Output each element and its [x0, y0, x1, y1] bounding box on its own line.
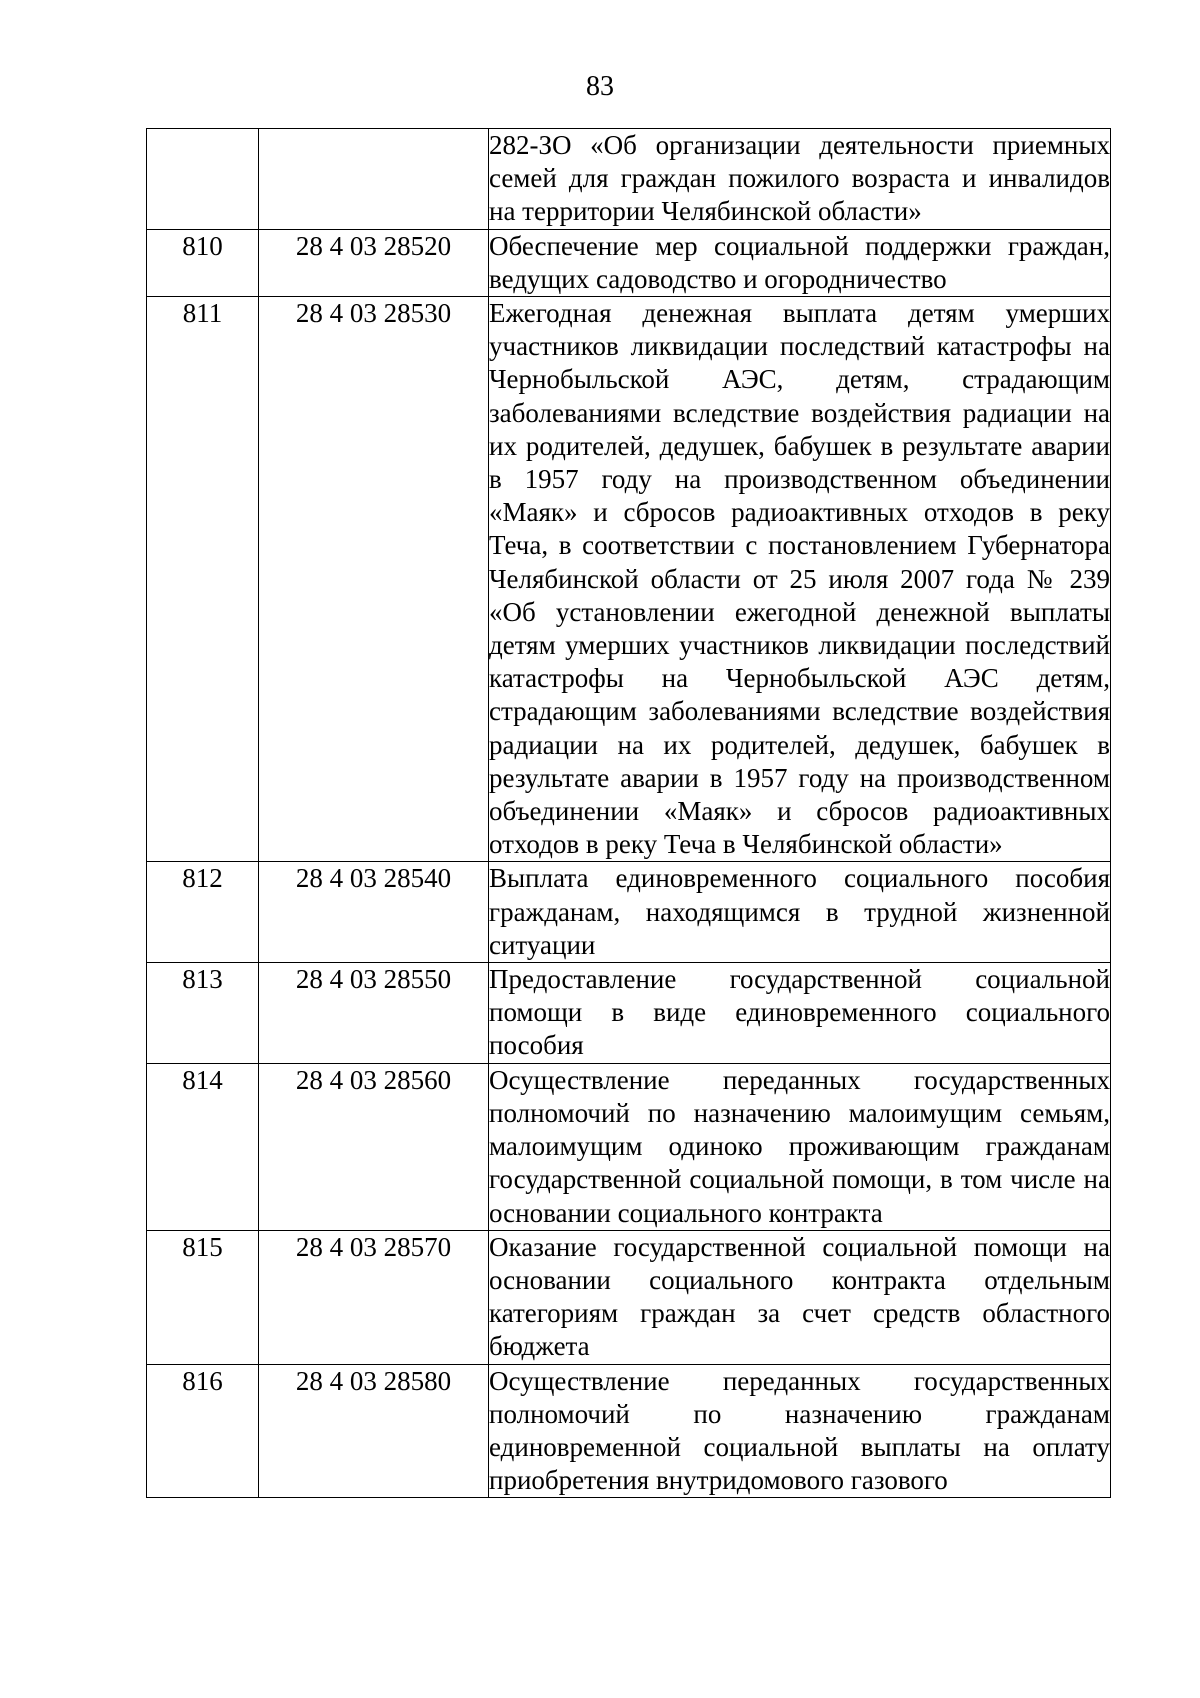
row-code: 28 4 03 28560	[259, 1063, 489, 1230]
budget-classification-table	[146, 128, 1111, 1498]
row-number: 815	[147, 1230, 259, 1364]
row-description: Выплата единовременного социального пособия гражданам, находящимся в трудной жизненной ситуации	[489, 862, 1111, 963]
row-code: 28 4 03 28550	[259, 963, 489, 1064]
table-row	[147, 297, 1111, 862]
row-description: Ежегодная денежная выплата детям умерших участников ликвидации последствий катастрофы на Чернобыльской АЭС, детям, страдающим заболеваниями вследствие воздействия радиации на их родителей, дедушек, бабушек в результате аварии в 1957 году на производственном объединении «Маяк» и сбросов радиоактивных отходов в реку Теча, в соответствии с постановлением Губернатора Челябинской области от 25 июля 2007 года № 239 «Об установлении ежегодной денежной выплаты детям умерших участников ликвидации последствий катастрофы на Чернобыльской АЭС детям, страдающим заболеваниями вследствие воздействия радиации на их родителей, дедушек, бабушек в результате аварии в 1957 году на производственном объединении «Маяк» и сбросов радиоактивных отходов в реку Теча в Челябинской области»	[489, 297, 1111, 862]
row-number: 816	[147, 1364, 259, 1498]
row-code: 28 4 03 28580	[259, 1364, 489, 1498]
row-description: Осуществление переданных государственных полномочий по назначению малоимущим семьям, малоимущим одиноко проживающим гражданам государственной социальной помощи, в том числе на основании социального контракта	[489, 1063, 1111, 1230]
row-description: Оказание государственной социальной помощи на основании социального контракта отдельным категориям граждан за счет средств областного бюджета	[489, 1230, 1111, 1364]
row-code: 28 4 03 28570	[259, 1230, 489, 1364]
row-description: Обеспечение мер социальной поддержки граждан, ведущих садоводство и огородничество	[489, 229, 1111, 296]
row-code: 28 4 03 28530	[259, 297, 489, 862]
row-number	[147, 129, 259, 230]
row-number: 813	[147, 963, 259, 1064]
table-row	[147, 1063, 1111, 1230]
table-row	[147, 1364, 1111, 1498]
row-code: 28 4 03 28520	[259, 229, 489, 296]
row-number: 814	[147, 1063, 259, 1230]
row-number: 812	[147, 862, 259, 963]
row-code: 28 4 03 28540	[259, 862, 489, 963]
row-description: 282-ЗО «Об организации деятельности приемных семей для граждан пожилого возраста и инвалидов на территории Челябинской области»	[489, 129, 1111, 230]
row-code	[259, 129, 489, 230]
row-number: 811	[147, 297, 259, 862]
table-row	[147, 129, 1111, 230]
table-row	[147, 1230, 1111, 1364]
page-number: 83	[586, 71, 614, 102]
row-description: Предоставление государственной социальной помощи в виде единовременного социального пособия	[489, 963, 1111, 1064]
row-description: Осуществление переданных государственных полномочий по назначению гражданам единовременной социальной выплаты на оплату приобретения внутридомового газового	[489, 1364, 1111, 1498]
table-row	[147, 862, 1111, 963]
row-number: 810	[147, 229, 259, 296]
table-row	[147, 963, 1111, 1064]
table-row	[147, 229, 1111, 296]
